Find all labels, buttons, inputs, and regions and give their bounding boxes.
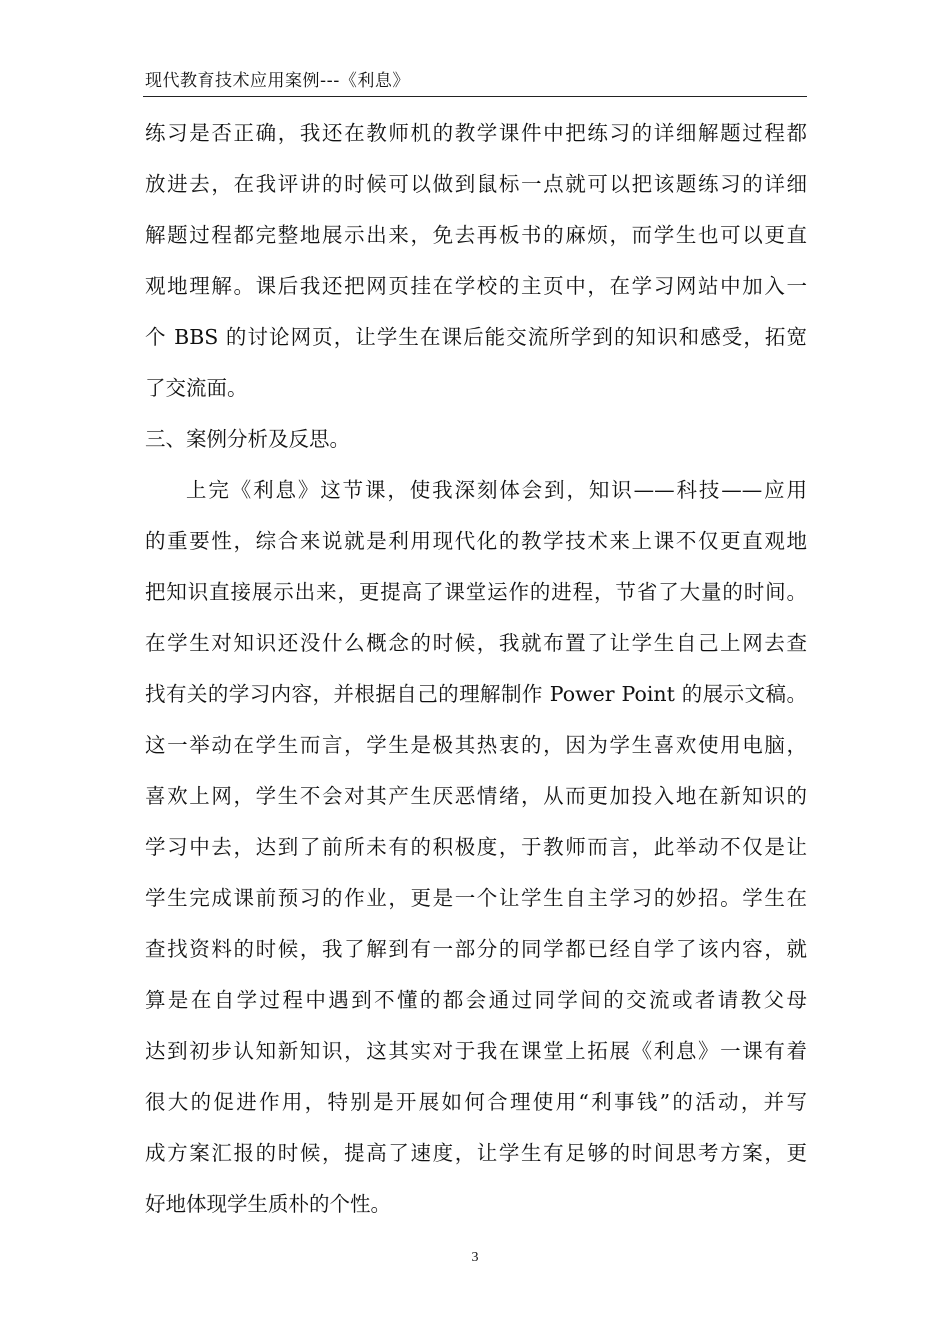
paragraph-line: 学习中去，达到了前所未有的积极度，于教师而言，此举动不仅是让 <box>145 835 807 859</box>
paragraph-line: 很大的促进作用，特别是开展如何合理使用“利事钱”的活动，并写 <box>145 1090 807 1114</box>
page-header-title: 现代教育技术应用案例---《利息》 <box>145 71 410 91</box>
paragraph-line: 好地体现学生质朴的个性。 <box>145 1192 391 1216</box>
paragraph-line: 查找资料的时候，我了解到有一部分的同学都已经自学了该内容，就 <box>145 937 807 961</box>
paragraph-line: 找有关的学习内容，并根据自己的理解制作 Power Point 的展示文稿。 <box>145 682 807 706</box>
paragraph-line: 放进去，在我评讲的时候可以做到鼠标一点就可以把该题练习的详细 <box>145 172 807 196</box>
page-number: 3 <box>471 1250 479 1265</box>
header-divider <box>143 96 807 97</box>
paragraph-line: 个 BBS 的讨论网页，让学生在课后能交流所学到的知识和感受，拓宽 <box>145 325 807 349</box>
paragraph-line: 的重要性，综合来说就是利用现代化的教学技术来上课不仅更直观地 <box>145 529 807 553</box>
document-body <box>145 108 807 1230</box>
paragraph-line: 练习是否正确，我还在教师机的教学课件中把练习的详细解题过程都 <box>145 121 807 145</box>
paragraph-line: 上完《利息》这节课，使我深刻体会到，知识——科技——应用 <box>186 478 807 502</box>
paragraph-line: 解题过程都完整地展示出来，免去再板书的麻烦，而学生也可以更直 <box>145 223 807 247</box>
paragraph-line: 成方案汇报的时候，提高了速度，让学生有足够的时间思考方案，更 <box>145 1141 807 1165</box>
paragraph-line: 喜欢上网，学生不会对其产生厌恶情绪，从而更加投入地在新知识的 <box>145 784 807 808</box>
section-heading: 三、案例分析及反思。 <box>145 427 350 451</box>
paragraph-line: 把知识直接展示出来，更提高了课堂运作的进程，节省了大量的时间。 <box>145 580 807 604</box>
paragraph-line: 达到初步认知新知识，这其实对于我在课堂上拓展《利息》一课有着 <box>145 1039 807 1063</box>
paragraph-line: 了交流面。 <box>145 376 248 400</box>
paragraph-line: 在学生对知识还没什么概念的时候，我就布置了让学生自己上网去查 <box>145 631 807 655</box>
paragraph-line: 算是在自学过程中遇到不懂的都会通过同学间的交流或者请教父母 <box>145 988 807 1012</box>
paragraph-line: 这一举动在学生而言，学生是极其热衷的，因为学生喜欢使用电脑， <box>145 733 807 757</box>
paragraph-line: 观地理解。课后我还把网页挂在学校的主页中，在学习网站中加入一 <box>145 274 807 298</box>
paragraph-line: 学生完成课前预习的作业，更是一个让学生自主学习的妙招。学生在 <box>145 886 807 910</box>
